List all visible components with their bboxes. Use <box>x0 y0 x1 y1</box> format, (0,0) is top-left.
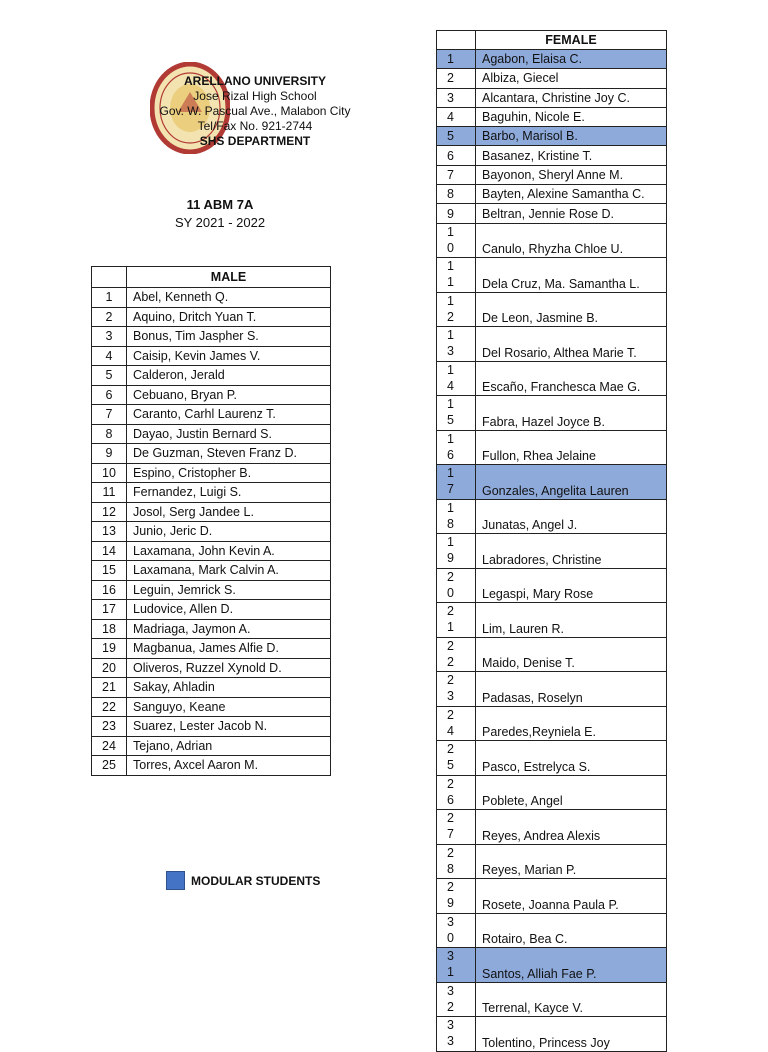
female-student-row <box>437 844 667 879</box>
university-name: ARELLANO UNIVERSITY <box>183 74 326 88</box>
female-student-row <box>437 185 667 204</box>
male-student-row <box>92 541 331 561</box>
student-number: 1 0 <box>437 223 476 258</box>
student-number: 1 8 <box>437 499 476 534</box>
student-name: Beltran, Jennie Rose D. <box>476 204 667 223</box>
student-number: 1 1 <box>437 258 476 293</box>
male-student-row <box>92 639 331 659</box>
student-number: 1 5 <box>437 396 476 431</box>
student-number: 22 <box>92 697 127 717</box>
student-name: Labradores, Christine <box>476 534 667 569</box>
female-student-row <box>437 913 667 948</box>
student-name: Bonus, Tim Jaspher S. <box>127 327 331 347</box>
student-name: Agabon, Elaisa C. <box>476 50 667 69</box>
student-number: 15 <box>92 561 127 581</box>
male-student-row <box>92 385 331 405</box>
student-number: 6 <box>92 385 127 405</box>
student-number: 4 <box>92 346 127 366</box>
student-name: Laxamana, Mark Calvin A. <box>127 561 331 581</box>
student-name: De Guzman, Steven Franz D. <box>127 444 331 464</box>
student-number: 2 3 <box>437 672 476 707</box>
female-number-header <box>437 31 476 50</box>
student-name: Calderon, Jerald <box>127 366 331 386</box>
female-student-row <box>437 69 667 88</box>
female-student-row <box>437 396 667 431</box>
student-name: Padasas, Roselyn <box>476 672 667 707</box>
student-name: Magbanua, James Alfie D. <box>127 639 331 659</box>
student-name: Oliveros, Ruzzel Xynold D. <box>127 658 331 678</box>
female-student-row <box>437 146 667 165</box>
student-name: Reyes, Andrea Alexis <box>476 810 667 845</box>
student-name: Rosete, Joanna Paula P. <box>476 879 667 914</box>
student-name: Rotairo, Bea C. <box>476 913 667 948</box>
student-name: Lim, Lauren R. <box>476 603 667 638</box>
male-student-row <box>92 424 331 444</box>
student-number: 12 <box>92 502 127 522</box>
female-student-row <box>437 107 667 126</box>
student-number: 3 0 <box>437 913 476 948</box>
student-number: 2 1 <box>437 603 476 638</box>
male-table-header-row <box>92 267 331 288</box>
department-name: SHS DEPARTMENT <box>199 134 311 148</box>
student-number: 5 <box>92 366 127 386</box>
student-number: 3 2 <box>437 982 476 1017</box>
student-number: 2 6 <box>437 775 476 810</box>
student-name: Santos, Alliah Fae P. <box>476 948 667 983</box>
student-name: Maido, Denise T. <box>476 637 667 672</box>
female-student-row <box>437 361 667 396</box>
student-number: 7 <box>92 405 127 425</box>
male-student-row <box>92 600 331 620</box>
female-header: FEMALE <box>476 31 667 50</box>
student-number: 1 6 <box>437 430 476 465</box>
student-number: 8 <box>437 185 476 204</box>
female-student-row <box>437 706 667 741</box>
school-address: Gov. W. Pascual Ave., Malabon City <box>159 104 351 118</box>
female-student-row <box>437 223 667 258</box>
male-student-row <box>92 619 331 639</box>
female-student-row <box>437 568 667 603</box>
female-student-table <box>436 30 667 1052</box>
modular-legend-swatch <box>166 871 185 890</box>
male-student-row <box>92 288 331 308</box>
female-student-row <box>437 810 667 845</box>
male-student-row <box>92 307 331 327</box>
student-number: 1 2 <box>437 292 476 327</box>
student-name: Tolentino, Princess Joy <box>476 1017 667 1052</box>
student-name: Leguin, Jemrick S. <box>127 580 331 600</box>
female-student-row-modular <box>437 948 667 983</box>
student-number: 9 <box>92 444 127 464</box>
female-student-row <box>437 204 667 223</box>
student-number: 2 4 <box>437 706 476 741</box>
student-number: 3 <box>437 88 476 107</box>
student-number: 18 <box>92 619 127 639</box>
male-header: MALE <box>127 267 331 288</box>
modular-legend-label: MODULAR STUDENTS <box>191 873 321 888</box>
male-student-row <box>92 678 331 698</box>
female-student-row <box>437 775 667 810</box>
student-name: Caisip, Kevin James V. <box>127 346 331 366</box>
student-number: 2 7 <box>437 810 476 845</box>
student-name: Canulo, Rhyzha Chloe U. <box>476 223 667 258</box>
student-number: 7 <box>437 165 476 184</box>
student-number: 6 <box>437 146 476 165</box>
student-number: 8 <box>92 424 127 444</box>
student-name: Terrenal, Kayce V. <box>476 982 667 1017</box>
student-number: 14 <box>92 541 127 561</box>
student-number: 3 1 <box>437 948 476 983</box>
student-name: Fullon, Rhea Jelaine <box>476 430 667 465</box>
student-number: 23 <box>92 717 127 737</box>
student-name: Reyes, Marian P. <box>476 844 667 879</box>
student-number: 1 7 <box>437 465 476 500</box>
student-number: 2 9 <box>437 879 476 914</box>
student-name: Escaño, Franchesca Mae G. <box>476 361 667 396</box>
student-name: Espino, Cristopher B. <box>127 463 331 483</box>
student-name: Baguhin, Nicole E. <box>476 107 667 126</box>
student-number: 2 <box>92 307 127 327</box>
student-number: 11 <box>92 483 127 503</box>
student-number: 19 <box>92 639 127 659</box>
student-name: Sanguyo, Keane <box>127 697 331 717</box>
male-student-row <box>92 756 331 776</box>
student-name: Cebuano, Bryan P. <box>127 385 331 405</box>
male-student-row <box>92 717 331 737</box>
student-number: 20 <box>92 658 127 678</box>
male-student-row <box>92 697 331 717</box>
male-student-row <box>92 463 331 483</box>
student-number: 2 2 <box>437 637 476 672</box>
student-number: 1 <box>437 50 476 69</box>
student-name: Josol, Serg Jandee L. <box>127 502 331 522</box>
female-student-row <box>437 292 667 327</box>
student-number: 3 3 <box>437 1017 476 1052</box>
student-name: Legaspi, Mary Rose <box>476 568 667 603</box>
female-student-row <box>437 982 667 1017</box>
female-student-row <box>437 672 667 707</box>
student-name: Torres, Axcel Aaron M. <box>127 756 331 776</box>
student-name: Barbo, Marisol B. <box>476 127 667 146</box>
male-student-row <box>92 561 331 581</box>
student-name: Suarez, Lester Jacob N. <box>127 717 331 737</box>
section-info <box>120 196 320 232</box>
school-header <box>120 74 390 149</box>
student-number: 2 <box>437 69 476 88</box>
female-student-row <box>437 879 667 914</box>
student-name: De Leon, Jasmine B. <box>476 292 667 327</box>
student-number: 17 <box>92 600 127 620</box>
student-number: 1 4 <box>437 361 476 396</box>
school-telefax: Tel/Fax No. 921-2744 <box>197 119 313 133</box>
student-name: Abel, Kenneth Q. <box>127 288 331 308</box>
student-number: 13 <box>92 522 127 542</box>
student-name: Alcantara, Christine Joy C. <box>476 88 667 107</box>
female-student-row <box>437 741 667 776</box>
student-number: 5 <box>437 127 476 146</box>
female-student-row <box>437 1017 667 1052</box>
student-name: Caranto, Carhl Laurenz T. <box>127 405 331 425</box>
female-student-row-modular <box>437 127 667 146</box>
male-student-row <box>92 405 331 425</box>
student-name: Aquino, Dritch Yuan T. <box>127 307 331 327</box>
male-student-row <box>92 502 331 522</box>
student-name: Sakay, Ahladin <box>127 678 331 698</box>
student-number: 24 <box>92 736 127 756</box>
female-student-row <box>437 258 667 293</box>
male-student-row <box>92 366 331 386</box>
female-student-row-modular <box>437 50 667 69</box>
female-student-row <box>437 430 667 465</box>
student-name: Bayonon, Sheryl Anne M. <box>476 165 667 184</box>
student-number: 2 5 <box>437 741 476 776</box>
student-name: Dela Cruz, Ma. Samantha L. <box>476 258 667 293</box>
student-number: 3 <box>92 327 127 347</box>
school-name: Jose Rizal High School <box>193 89 317 103</box>
female-student-row <box>437 603 667 638</box>
student-name: Tejano, Adrian <box>127 736 331 756</box>
male-student-row <box>92 580 331 600</box>
student-number: 21 <box>92 678 127 698</box>
student-name: Bayten, Alexine Samantha C. <box>476 185 667 204</box>
student-name: Gonzales, Angelita Lauren <box>476 465 667 500</box>
student-number: 2 8 <box>437 844 476 879</box>
student-name: Madriaga, Jaymon A. <box>127 619 331 639</box>
female-student-row <box>437 499 667 534</box>
student-name: Poblete, Angel <box>476 775 667 810</box>
student-number: 1 9 <box>437 534 476 569</box>
class-name: 11 ABM 7A <box>186 197 254 212</box>
student-number: 10 <box>92 463 127 483</box>
student-number: 1 <box>92 288 127 308</box>
student-number: 25 <box>92 756 127 776</box>
modular-legend <box>166 871 320 890</box>
female-student-row <box>437 327 667 362</box>
student-name: Laxamana, John Kevin A. <box>127 541 331 561</box>
student-name: Junio, Jeric D. <box>127 522 331 542</box>
female-student-row <box>437 88 667 107</box>
student-number: 1 3 <box>437 327 476 362</box>
male-student-row <box>92 522 331 542</box>
student-number: 4 <box>437 107 476 126</box>
student-number: 16 <box>92 580 127 600</box>
student-name: Pasco, Estrelyca S. <box>476 741 667 776</box>
student-name: Fabra, Hazel Joyce B. <box>476 396 667 431</box>
student-name: Basanez, Kristine T. <box>476 146 667 165</box>
male-student-row <box>92 736 331 756</box>
student-name: Fernandez, Luigi S. <box>127 483 331 503</box>
male-student-table <box>91 266 331 776</box>
female-student-row <box>437 534 667 569</box>
student-name: Junatas, Angel J. <box>476 499 667 534</box>
female-student-row <box>437 637 667 672</box>
student-number: 2 0 <box>437 568 476 603</box>
student-name: Del Rosario, Althea Marie T. <box>476 327 667 362</box>
male-student-row <box>92 327 331 347</box>
student-name: Ludovice, Allen D. <box>127 600 331 620</box>
male-student-row <box>92 658 331 678</box>
female-student-row <box>437 165 667 184</box>
male-student-row <box>92 346 331 366</box>
female-table-header-row <box>437 31 667 50</box>
male-number-header <box>92 267 127 288</box>
female-student-row-modular <box>437 465 667 500</box>
student-number: 9 <box>437 204 476 223</box>
school-year: SY 2021 - 2022 <box>174 215 266 230</box>
male-student-row <box>92 444 331 464</box>
student-name: Paredes,Reyniela E. <box>476 706 667 741</box>
student-name: Dayao, Justin Bernard S. <box>127 424 331 444</box>
male-student-row <box>92 483 331 503</box>
student-name: Albiza, Giecel <box>476 69 667 88</box>
